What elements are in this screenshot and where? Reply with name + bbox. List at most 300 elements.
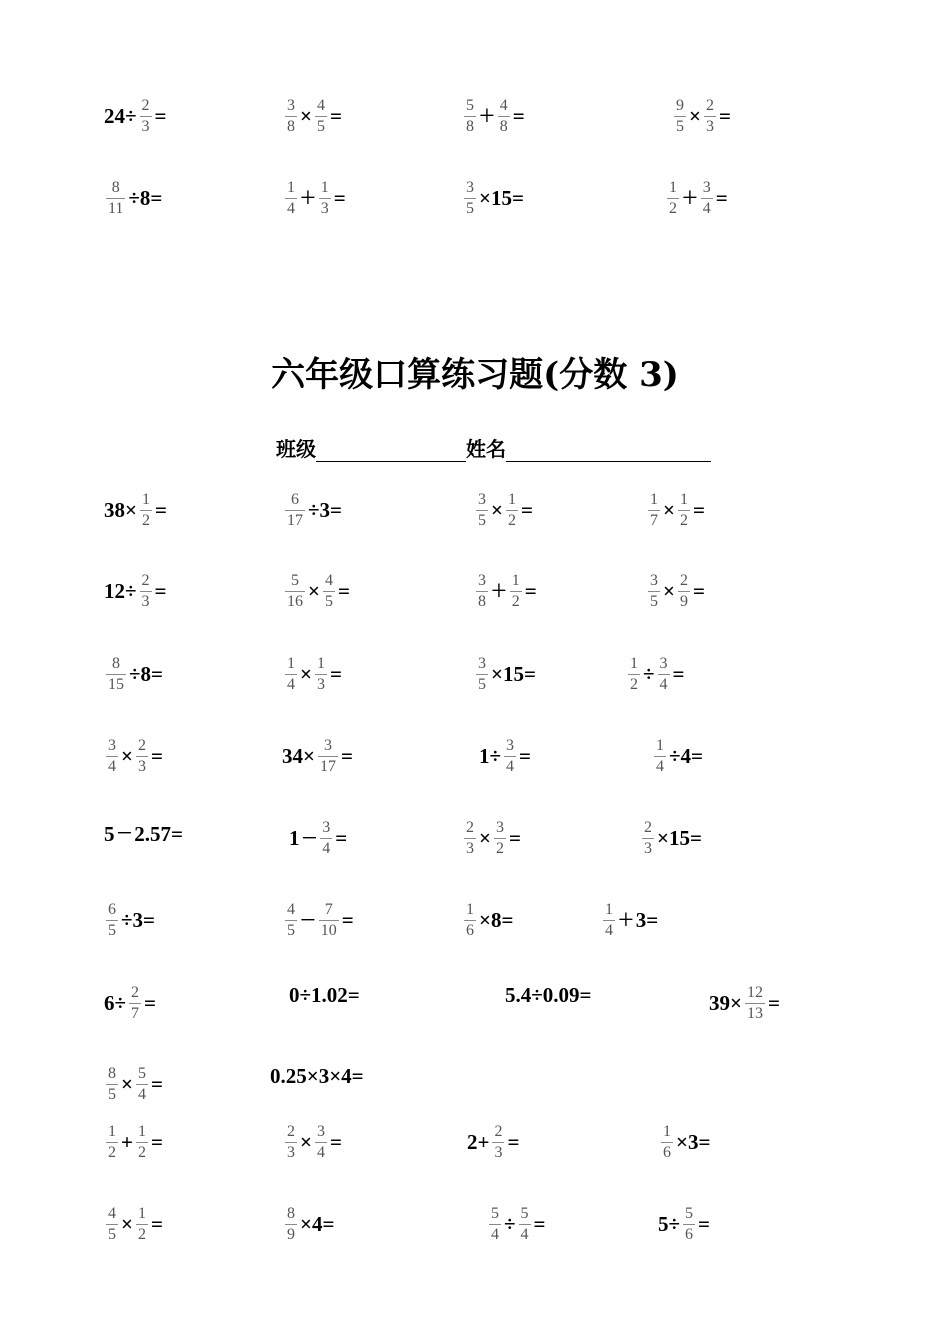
fraction (285, 656, 297, 693)
denominator: 2 (108, 1144, 116, 1161)
fraction (506, 492, 518, 529)
expression-text: = (150, 1212, 163, 1236)
expression-text: 6÷ (104, 991, 127, 1015)
numerator: 1 (141, 491, 150, 508)
expression-text: 38× (104, 498, 137, 522)
expression-text: × (689, 104, 701, 128)
operator: − (116, 818, 133, 849)
expression-text: × (121, 744, 133, 768)
expression-text: × (121, 1072, 133, 1096)
expression-text: = (154, 498, 167, 522)
numerator: 4 (499, 97, 508, 114)
problem-q38 (657, 1206, 711, 1243)
denominator: 16 (287, 593, 303, 610)
numerator: 3 (478, 491, 486, 508)
numerator: 5 (291, 572, 299, 589)
expression-text: = (672, 662, 685, 686)
fraction (285, 902, 297, 939)
numerator: 1 (679, 491, 688, 508)
operator: − (301, 822, 318, 854)
fraction (464, 902, 476, 939)
problem-q20 (640, 820, 703, 857)
denominator: 3 (705, 118, 714, 135)
numerator: 1 (137, 1205, 146, 1222)
numerator: 3 (287, 97, 295, 114)
fraction (504, 738, 516, 775)
expression-text: 34× (282, 744, 315, 768)
fraction (667, 180, 679, 217)
expression-text: ÷ (504, 1212, 516, 1236)
problem-q26 (288, 985, 361, 1006)
expression-text: ÷8= (128, 186, 163, 210)
denominator: 5 (108, 1086, 116, 1103)
numerator: 3 (322, 819, 331, 836)
denominator: 4 (520, 1226, 529, 1243)
numerator: 8 (111, 179, 120, 196)
fraction (136, 738, 148, 775)
numerator: 4 (324, 572, 333, 589)
operator: + (682, 182, 698, 214)
numerator: 3 (316, 1123, 325, 1140)
fraction (648, 573, 660, 610)
page-title: 六年级口算练习题(分数 3) (271, 355, 679, 395)
denominator: 3 (466, 840, 474, 857)
problem-q19 (462, 820, 522, 857)
name-label: 姓名 (466, 437, 506, 461)
problem-q28 (708, 985, 781, 1022)
denominator: 15 (108, 676, 124, 693)
fraction (510, 573, 522, 610)
expression-text: = (329, 104, 342, 128)
denominator: 2 (507, 512, 516, 529)
fraction (745, 985, 765, 1022)
fraction (319, 180, 331, 217)
numerator: 3 (323, 737, 332, 754)
expression-text: = (692, 498, 705, 522)
expression-text: × (121, 1212, 133, 1236)
problem-p4 (672, 98, 732, 135)
denominator: 8 (466, 118, 474, 135)
numerator: 3 (650, 572, 658, 589)
student-info-line (276, 433, 711, 462)
problem-q33 (466, 1124, 520, 1161)
problem-q35 (104, 1206, 164, 1243)
problem-q6 (283, 573, 351, 610)
expression-text: 2+ (467, 1130, 490, 1154)
fraction (704, 98, 716, 135)
denominator: 2 (137, 1226, 146, 1243)
fraction (140, 98, 152, 135)
expression-text: = (329, 662, 342, 686)
problem-q18 (288, 820, 348, 857)
numerator: 4 (287, 901, 295, 918)
expression-text: = (507, 1130, 520, 1154)
operator: + (479, 100, 495, 132)
numerator: 5 (685, 1205, 694, 1222)
numerator: 3 (659, 655, 668, 672)
fraction (129, 985, 141, 1022)
numerator: 2 (644, 819, 652, 836)
fraction (628, 656, 640, 693)
numerator: 3 (478, 572, 486, 589)
numerator: 2 (466, 819, 474, 836)
expression-text: × (308, 579, 320, 603)
expression-text: = (520, 498, 533, 522)
denominator: 3 (494, 1144, 503, 1161)
denominator: 6 (685, 1226, 694, 1243)
denominator: 3 (316, 676, 325, 693)
fraction (494, 820, 506, 857)
problem-q32 (283, 1124, 343, 1161)
fraction (658, 656, 670, 693)
numerator: 3 (702, 179, 711, 196)
denominator: 17 (319, 758, 336, 775)
fraction (106, 180, 125, 217)
numerator: 1 (656, 737, 664, 754)
numerator: 4 (316, 97, 325, 114)
numerator: 6 (291, 491, 299, 508)
fraction (106, 902, 118, 939)
fraction (678, 573, 690, 610)
denominator: 9 (287, 1226, 295, 1243)
denominator: 2 (495, 840, 504, 857)
expression-text: 5÷ (658, 1212, 681, 1236)
fraction (476, 573, 488, 610)
numerator: 3 (495, 819, 504, 836)
expression-text: × (663, 579, 675, 603)
denominator: 6 (466, 922, 474, 939)
denominator: 10 (320, 922, 337, 939)
expression-text: = (154, 579, 167, 603)
fraction (654, 738, 666, 775)
denominator: 2 (669, 200, 677, 217)
problem-q4 (646, 492, 706, 529)
numerator: 3 (506, 737, 515, 754)
denominator: 4 (702, 200, 711, 217)
fraction (140, 492, 152, 529)
denominator: 7 (131, 1005, 140, 1022)
fraction (285, 1206, 297, 1243)
numerator: 2 (679, 572, 688, 589)
denominator: 11 (108, 200, 124, 217)
numerator: 9 (676, 97, 684, 114)
numerator: 2 (494, 1123, 503, 1140)
operator: + (300, 182, 316, 214)
problem-q30 (269, 1066, 365, 1087)
expression-text: = (150, 1072, 163, 1096)
denominator: 5 (478, 512, 486, 529)
expression-text: 24÷ (104, 104, 137, 128)
problem-p7 (462, 180, 525, 217)
operator: + (618, 904, 634, 936)
numerator: 3 (108, 737, 116, 754)
denominator: 4 (137, 1086, 146, 1103)
fraction (315, 98, 327, 135)
fraction (136, 1066, 148, 1103)
name-blank[interactable] (506, 439, 711, 462)
fraction (106, 656, 126, 693)
expression-text: × (491, 498, 503, 522)
denominator: 8 (287, 118, 295, 135)
denominator: 9 (679, 593, 688, 610)
denominator: 2 (511, 593, 520, 610)
fraction (315, 1124, 327, 1161)
fraction (320, 820, 332, 857)
problem-q29 (104, 1066, 164, 1103)
problem-p6 (283, 180, 347, 217)
fraction (519, 1206, 531, 1243)
expression-text: 1÷ (479, 744, 502, 768)
numerator: 3 (466, 179, 474, 196)
problem-q31 (104, 1124, 164, 1161)
numerator: 2 (131, 984, 140, 1001)
numerator: 8 (112, 655, 120, 672)
expression-text: = (144, 991, 156, 1015)
numerator: 2 (141, 97, 150, 114)
numerator: 5 (466, 97, 474, 114)
denominator: 3 (287, 1144, 295, 1161)
denominator: 4 (316, 1144, 325, 1161)
denominator: 4 (322, 840, 331, 857)
fraction (464, 98, 476, 135)
numerator: 5 (137, 1065, 146, 1082)
numerator: 1 (507, 491, 516, 508)
fraction (648, 492, 660, 529)
problem-q22 (283, 902, 355, 939)
fraction (136, 1124, 148, 1161)
expression-text: 5 (104, 821, 115, 846)
numerator: 1 (663, 1123, 671, 1140)
problem-q17 (103, 820, 184, 848)
denominator: 4 (605, 922, 613, 939)
problem-q10 (283, 656, 343, 693)
denominator: 4 (659, 676, 668, 693)
expression-text: = (512, 104, 525, 128)
numerator: 1 (650, 491, 658, 508)
expression-text: ÷8= (129, 662, 163, 686)
fraction (323, 573, 335, 610)
problem-q5 (103, 573, 168, 610)
expression-text: ÷3= (308, 498, 342, 522)
problem-q16 (652, 738, 704, 775)
problem-q12 (626, 656, 686, 693)
fraction (678, 492, 690, 529)
denominator: 8 (478, 593, 486, 610)
problem-q25 (103, 985, 157, 1022)
fraction (642, 820, 654, 857)
expression-text: ÷4= (669, 744, 703, 768)
problem-q7 (474, 573, 538, 610)
fraction (106, 738, 118, 775)
numerator: 4 (108, 1205, 116, 1222)
expression-text: × (300, 104, 312, 128)
problem-q8 (646, 573, 706, 610)
problem-q27 (504, 985, 593, 1006)
denominator: 6 (663, 1144, 671, 1161)
denominator: 5 (676, 118, 684, 135)
problem-q1 (103, 492, 168, 529)
denominator: 5 (316, 118, 325, 135)
fraction (476, 492, 488, 529)
fraction (701, 180, 713, 217)
expression-text: = (715, 186, 728, 210)
expression-text: = (524, 579, 537, 603)
problem-q13 (104, 738, 164, 775)
expression-text: = (329, 1130, 342, 1154)
operator: − (300, 904, 316, 936)
problem-q11 (474, 656, 537, 693)
denominator: 2 (141, 512, 150, 529)
problem-p1 (103, 98, 168, 135)
problem-p2 (283, 98, 343, 135)
expression-text: ÷ (643, 662, 655, 686)
expression-text: ×15= (491, 662, 536, 686)
expression-text: = (340, 744, 353, 768)
numerator: 5 (520, 1205, 529, 1222)
numerator: 1 (511, 572, 520, 589)
expression-text: 39× (709, 991, 742, 1015)
fraction (318, 738, 338, 775)
expression-text: 0÷1.02= (289, 983, 360, 1007)
expression-text: ×15= (479, 186, 524, 210)
denominator: 3 (644, 840, 652, 857)
expression-text: ÷3= (121, 908, 155, 932)
fraction (464, 180, 476, 217)
expression-text: ×3= (676, 1130, 711, 1154)
denominator: 5 (466, 200, 474, 217)
problem-p5 (104, 180, 163, 217)
problem-p8 (665, 180, 729, 217)
fraction (285, 492, 305, 529)
numerator: 7 (324, 901, 333, 918)
fraction (140, 573, 152, 610)
fraction (683, 1206, 695, 1243)
fraction (106, 1066, 118, 1103)
class-blank[interactable] (316, 439, 466, 462)
expression-text: 3= (635, 908, 659, 932)
numerator: 6 (108, 901, 116, 918)
denominator: 4 (287, 200, 295, 217)
fraction (106, 1124, 118, 1161)
expression-text: ×8= (479, 908, 514, 932)
denominator: 4 (108, 758, 116, 775)
problem-q34 (659, 1124, 711, 1161)
numerator: 2 (137, 737, 146, 754)
expression-text: × (300, 662, 312, 686)
numerator: 1 (108, 1123, 116, 1140)
fraction (315, 656, 327, 693)
numerator: 1 (669, 179, 677, 196)
numerator: 3 (478, 655, 486, 672)
denominator: 7 (650, 512, 658, 529)
problem-q21 (104, 902, 156, 939)
fraction (106, 1206, 118, 1243)
expression-text: = (335, 826, 348, 850)
denominator: 2 (630, 676, 638, 693)
fraction (464, 820, 476, 857)
numerator: 12 (746, 984, 763, 1001)
fraction (492, 1124, 504, 1161)
operator: + (491, 575, 507, 607)
numerator: 1 (287, 179, 295, 196)
denominator: 17 (287, 512, 303, 529)
denominator: 4 (506, 758, 515, 775)
numerator: 2 (141, 572, 150, 589)
numerator: 1 (320, 179, 329, 196)
expression-text: = (692, 579, 705, 603)
denominator: 3 (320, 200, 329, 217)
problem-q15 (478, 738, 532, 775)
numerator: 8 (287, 1205, 295, 1222)
denominator: 3 (137, 758, 146, 775)
denominator: 5 (650, 593, 658, 610)
expression-text: × (479, 826, 491, 850)
problem-p3 (462, 98, 526, 135)
denominator: 5 (287, 922, 295, 939)
denominator: 3 (141, 593, 150, 610)
expression-text: × (663, 498, 675, 522)
denominator: 4 (656, 758, 664, 775)
expression-text: = (767, 991, 780, 1015)
expression-text: = (341, 908, 354, 932)
denominator: 2 (137, 1144, 146, 1161)
denominator: 13 (746, 1005, 763, 1022)
denominator: 8 (499, 118, 508, 135)
fraction (285, 98, 297, 135)
fraction (603, 902, 615, 939)
fraction (498, 98, 510, 135)
fraction (285, 1124, 297, 1161)
expression-text: = (698, 1212, 710, 1236)
denominator: 3 (141, 118, 150, 135)
expression-text: = (333, 186, 346, 210)
denominator: 4 (287, 676, 295, 693)
numerator: 1 (316, 655, 325, 672)
expression-text: = (508, 826, 521, 850)
denominator: 5 (324, 593, 333, 610)
denominator: 5 (108, 922, 116, 939)
expression-text: × (300, 1130, 312, 1154)
fraction (319, 902, 339, 939)
expression-text: 1 (289, 826, 300, 850)
numerator: 1 (630, 655, 638, 672)
expression-text: = (519, 744, 531, 768)
expression-text: = (718, 104, 731, 128)
numerator: 1 (605, 901, 613, 918)
expression-text: ×15= (657, 826, 702, 850)
numerator: 1 (137, 1123, 146, 1140)
numerator: 8 (108, 1065, 116, 1082)
problem-q37 (487, 1206, 547, 1243)
numerator: 2 (287, 1123, 295, 1140)
fraction (661, 1124, 673, 1161)
numerator: 1 (466, 901, 474, 918)
fraction (285, 180, 297, 217)
expression-text: = (150, 744, 163, 768)
expression-text: + (121, 1130, 133, 1154)
problem-q2 (283, 492, 343, 529)
expression-text: ×4= (300, 1212, 335, 1236)
problem-q36 (283, 1206, 335, 1243)
expression-text: 5.4÷0.09= (505, 983, 592, 1007)
expression-text: = (150, 1130, 163, 1154)
fraction (489, 1206, 501, 1243)
fraction (476, 656, 488, 693)
expression-text: = (337, 579, 350, 603)
fraction (136, 1206, 148, 1243)
problem-q14 (281, 738, 354, 775)
expression-text: 12÷ (104, 579, 137, 603)
